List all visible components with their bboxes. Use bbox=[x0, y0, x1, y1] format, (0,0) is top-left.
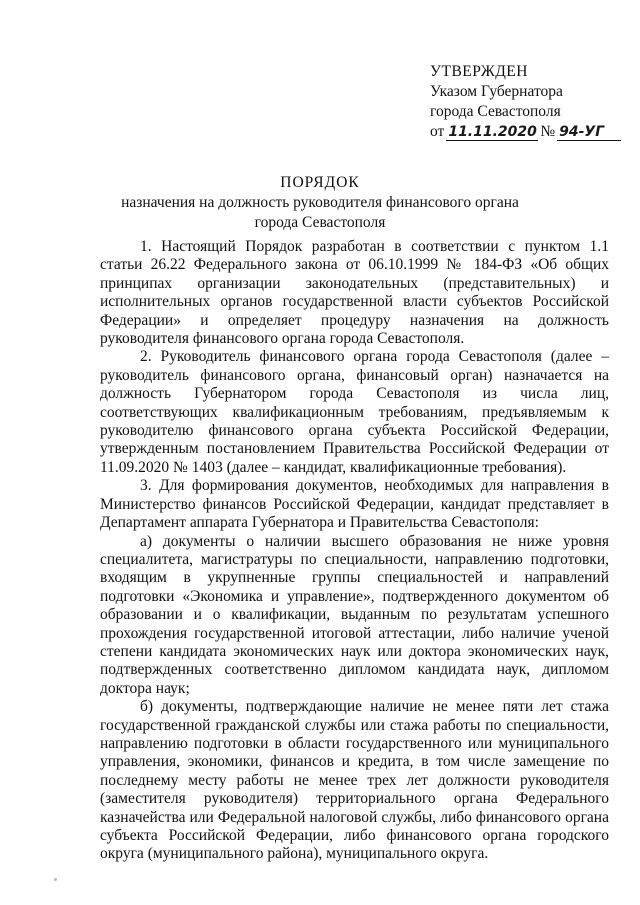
scan-speck bbox=[54, 878, 57, 881]
document-title: ПОРЯДОК bbox=[280, 174, 360, 191]
paragraph-3: 3. Для формирования документов, необходимых для направления в Министерство финансов Российской Федерации, кандидат представляет в Департамент аппарата Губернатора и Правительства Севастополя: bbox=[100, 477, 609, 532]
document-subtitle-2: города Севастополя bbox=[254, 214, 386, 231]
approval-date-line bbox=[430, 122, 620, 142]
document-body bbox=[100, 238, 609, 864]
approval-stamp bbox=[430, 62, 620, 142]
handwritten-date: 11.11.2020 bbox=[448, 124, 537, 140]
approval-heading: УТВЕРЖДЕН bbox=[430, 63, 528, 80]
approval-line-1: Указом Губернатора bbox=[430, 83, 563, 100]
document-title-block bbox=[100, 173, 540, 233]
paragraph-3a: а) документы о наличии высшего образования не ниже уровня специалитета, магистратуры по специальности, направлению подготовки, входящим в укрупненные группы специальностей и направлений подготовки «Экономика и управление», подтвержденного документом об образовании и о квалификации, выданным по результатам успешного прохождения государственной итоговой аттестации, либо наличие ученой степени кандидата экономических наук или доктора экономических наук, подтвержденных соответственно дипломом кандидата наук, дипломом доктора наук; bbox=[100, 532, 609, 697]
number-sign: № bbox=[540, 123, 556, 140]
paragraph-2: 2. Руководитель финансового органа города Севастополя (далее – руководитель финансового органа, финансовый орган) назначается на должность Губернатором города Севастополя из числа лиц, соответствующих квалификационным требованиям, предъявляемым к руководителю финансового органа субъекта Российской Федерации, утвержденным постановлением Правительства Российской Федерации от 11.09.2020 № 1403 (далее – кандидат, квалификационные требования). bbox=[100, 348, 609, 476]
approval-line-2: города Севастополя bbox=[430, 103, 561, 120]
document-subtitle-1: назначения на должность руководителя финансового органа bbox=[121, 194, 519, 211]
paragraph-3b: б) документы, подтверждающие наличие не менее пяти лет стажа государственной гражданской службы или стажа работы по специальности, направлению подготовки в области государственного или муниципального управления, экономики, финансов и кредита, в том числе замещение по последнему месту работы не менее трех лет должности руководителя (заместителя руководителя) территориального органа Федерального казначейства или Федеральной налоговой службы, либо финансового органа субъекта Российской Федерации, либо финансового органа городского округа (муниципального района), муниципального округа. bbox=[100, 698, 609, 863]
handwritten-number: 94-УГ bbox=[557, 124, 621, 141]
paragraph-1: 1. Настоящий Порядок разработан в соответствии с пунктом 1.1 статьи 26.22 Федерального закона от 06.10.1999 № 184-ФЗ «Об общих принципах организации законодательных (представительных) и исполнительных органов государственной власти субъектов Российской Федерации» и определяет процедуру назначения на должность руководителя финансового органа города Севастополя. bbox=[100, 238, 609, 348]
date-prefix: от bbox=[430, 123, 445, 140]
